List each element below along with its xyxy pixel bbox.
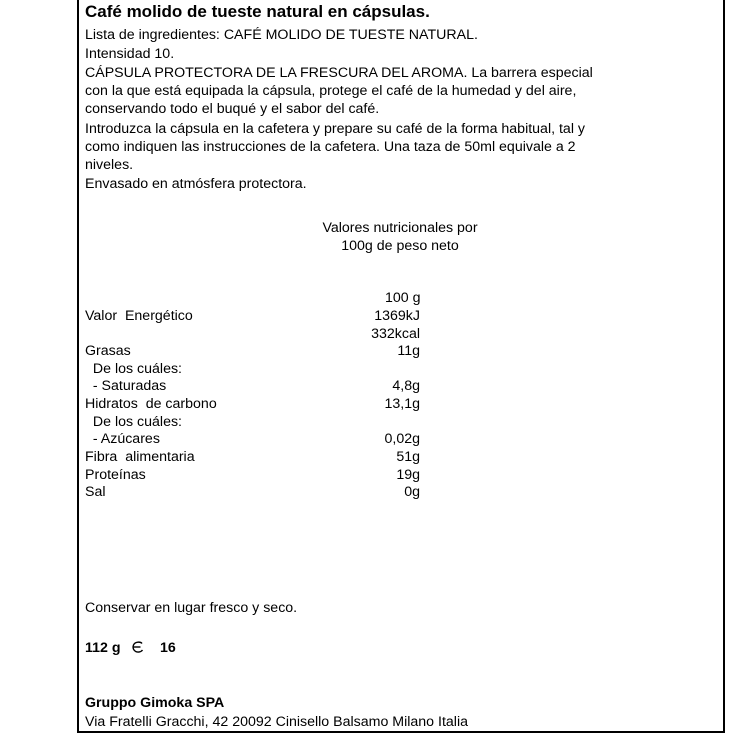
product-title: Café molido de tueste natural en cápsulas. (85, 2, 430, 21)
nutrition-row-value: 1369kJ (374, 308, 420, 324)
net-weight: 112 g (85, 640, 121, 656)
description-line-2: con la que está equipada la cápsula, protege el café de la humedad y del aire, (85, 83, 577, 99)
nutrition-row-value: 4,8g (392, 378, 420, 394)
nutrition-row-label: Hidratos de carbono (85, 396, 217, 412)
instructions-line-2: como indiquen las instrucciones de la cafetera. Una taza de 50ml equivale a 2 (85, 139, 576, 155)
estimated-sign-icon (131, 640, 145, 654)
nutrition-column-label: 100 g (385, 290, 421, 306)
nutrition-row-label: Grasas (85, 343, 131, 359)
company-address: Via Fratelli Gracchi, 42 20092 Cinisello Balsamo Milano Italia (85, 714, 468, 730)
nutrition-row-label: Valor Energético (85, 308, 193, 324)
nutrition-row-label: - Azúcares (85, 431, 160, 447)
instructions-line-1: Introduzca la cápsula en la cafetera y prepare su café de la forma habitual, tal y (85, 121, 586, 137)
nutrition-row-value: 51g (396, 449, 420, 465)
nutrition-row-label: Sal (85, 484, 106, 500)
nutrition-row-label: De los cuáles: (85, 361, 182, 377)
nutrition-row-value: 0g (404, 484, 420, 500)
units-count: 16 (160, 640, 176, 656)
description-line-3: conservando todo el buqué y el sabor del café. (85, 101, 380, 117)
nutrition-row-label: De los cuáles: (85, 414, 182, 430)
description-line-1: CÁPSULA PROTECTORA DE LA FRESCURA DEL AROMA. La barrera especial (85, 65, 593, 81)
nutrition-row-value: 19g (396, 467, 420, 483)
nutrition-row-label: Fibra alimentaria (85, 449, 195, 465)
nutrition-row-value: 332kcal (371, 326, 420, 342)
nutrition-row-value: 0,02g (384, 431, 420, 447)
nutrition-row-label: Proteínas (85, 467, 146, 483)
nutrition-header-2: 100g de peso neto (341, 238, 459, 254)
nutrition-row-label: - Saturadas (85, 378, 167, 394)
ingredients-line: Lista de ingredientes: CAFÉ MOLIDO DE TUESTE NATURAL. (85, 27, 478, 43)
nutrition-header-1: Valores nutricionales por (322, 220, 478, 236)
nutrition-row-value: 11g (397, 343, 420, 359)
instructions-line-3: niveles. (85, 157, 134, 173)
packaging-line: Envasado en atmósfera protectora. (85, 176, 307, 192)
nutrition-row-value: 13,1g (384, 396, 420, 412)
intensity-line: Intensidad 10. (85, 46, 175, 62)
company-name: Gruppo Gimoka SPA (85, 695, 225, 711)
storage-note: Conservar en lugar fresco y seco. (85, 600, 298, 616)
